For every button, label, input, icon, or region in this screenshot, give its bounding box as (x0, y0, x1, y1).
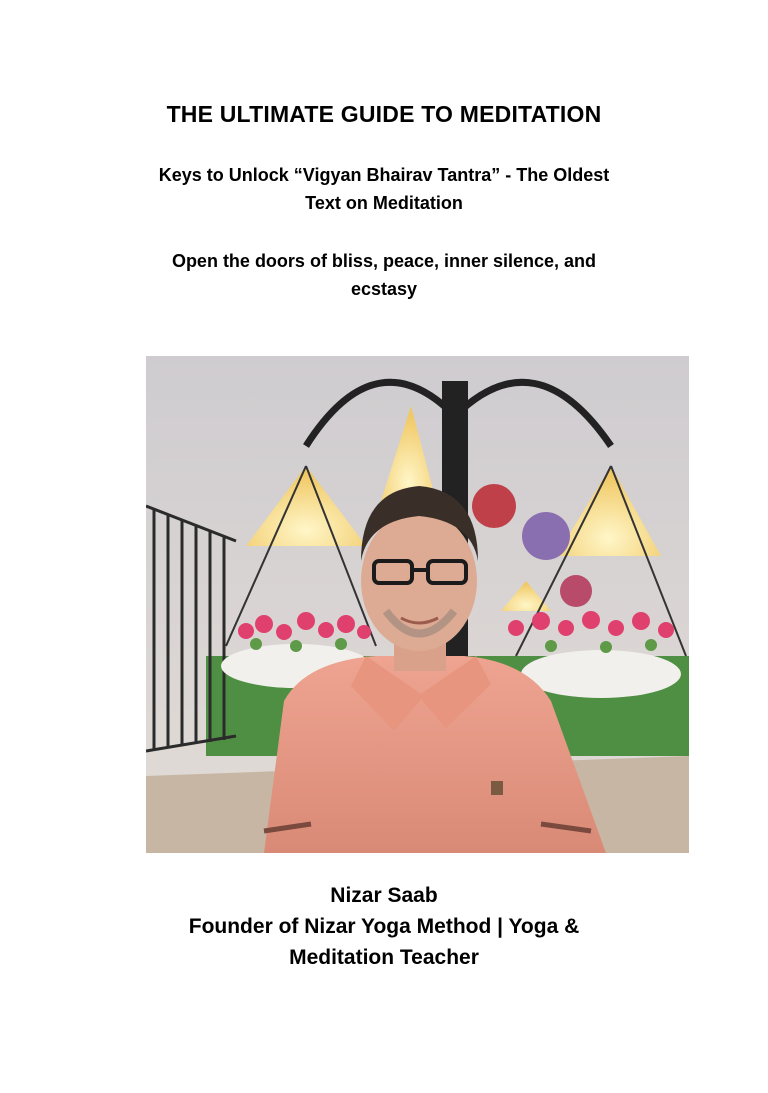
author-role: Founder of Nizar Yoga Method | Yoga & Meditation Teacher (188, 915, 580, 969)
book-title: THE ULTIMATE GUIDE TO MEDITATION (166, 101, 602, 127)
author-portrait-photo (146, 356, 689, 853)
book-subtitle: Keys to Unlock “Vigyan Bhairav Tantra” - The Oldest Text on Meditation (158, 165, 610, 213)
book-tagline: Open the doors of bliss, peace, inner silence, and ecstasy (171, 251, 597, 299)
author-name: Nizar Saab (330, 884, 438, 907)
